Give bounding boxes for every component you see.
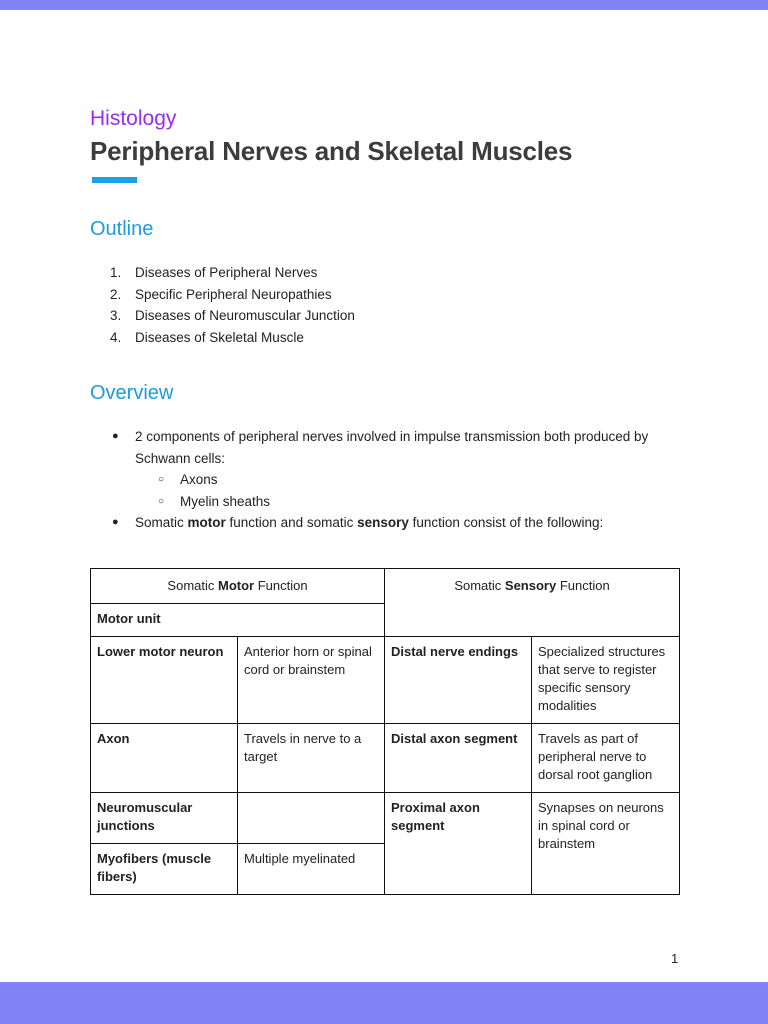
function-table — [90, 568, 680, 895]
header-text: Somatic — [167, 578, 218, 593]
table-row — [91, 793, 680, 844]
outline-list — [110, 262, 355, 348]
list-item — [110, 262, 355, 284]
table-cell: Proximal axon segment — [385, 793, 532, 895]
list-number: 1. — [110, 265, 122, 280]
header-bold-text: Sensory — [504, 578, 557, 593]
header-text: Function — [254, 578, 308, 593]
bold-term: sensory — [357, 515, 409, 530]
table-cell: Multiple myelinated — [238, 844, 385, 895]
table-cell: Synapses on neurons in spinal cord or brainstem — [532, 793, 680, 895]
list-text: Diseases of Neuromuscular Junction — [135, 308, 355, 323]
table-cell: Axon — [91, 724, 238, 793]
title-accent-bar — [92, 177, 137, 183]
page-number: 1 — [671, 951, 679, 966]
circle-bullet-icon: ○ — [158, 495, 165, 507]
table-row — [91, 637, 680, 724]
header-bold-text: Motor — [218, 578, 255, 593]
header-text: Somatic — [454, 578, 505, 593]
table-cell: Travels as part of peripheral nerve to dorsal root ganglion — [532, 724, 680, 793]
table-cell: Lower motor neuron — [91, 637, 238, 724]
list-text: Diseases of Skeletal Muscle — [135, 329, 304, 345]
page-title: Peripheral Nerves and Skeletal Muscles — [90, 136, 573, 166]
table-cell: Specialized structures that serve to register specific sensory modalities — [532, 637, 680, 724]
table-header-row — [91, 569, 680, 604]
bottom-band — [0, 982, 768, 1024]
bold-term: motor — [187, 515, 226, 530]
top-band — [0, 0, 768, 10]
list-item — [110, 284, 355, 306]
header-text: Function — [556, 578, 610, 593]
list-number: 2. — [110, 286, 122, 302]
outline-heading: Outline — [90, 218, 154, 240]
list-text: Myelin sheaths — [180, 493, 271, 509]
table-cell — [238, 793, 385, 844]
table-row — [91, 724, 680, 793]
list-item — [110, 512, 690, 534]
motor-header-cell — [91, 569, 385, 604]
sensory-header-cell — [385, 569, 680, 637]
table-cell: Distal nerve endings — [385, 637, 532, 724]
list-item — [110, 327, 355, 349]
table-cell: Anterior horn or spinal cord or brainstem — [238, 637, 385, 724]
overview-heading: Overview — [90, 382, 174, 404]
sub-list-item — [110, 469, 690, 491]
list-item — [110, 426, 690, 469]
table-cell: Myofibers (muscle fibers) — [91, 844, 238, 895]
list-text: Specific Peripheral Neuropathies — [135, 286, 332, 302]
table-cell: Travels in nerve to a target — [238, 724, 385, 793]
text-part: function and somatic — [225, 515, 358, 530]
list-text — [135, 515, 603, 530]
list-text: 2 components of peripheral nerves involved in impulse transmission both produced by Schwann cells: — [135, 429, 649, 466]
sub-list-item — [110, 491, 690, 513]
table-cell: Distal axon segment — [385, 724, 532, 793]
text-part: Somatic — [135, 515, 188, 530]
overview-list — [110, 426, 690, 534]
list-number: 3. — [110, 308, 122, 323]
bullet-icon: ● — [112, 430, 119, 442]
subject-label: Histology — [90, 107, 177, 130]
list-text: Axons — [180, 472, 218, 487]
table-cell: Neuromuscular junctions — [91, 793, 238, 844]
list-text: Diseases of Peripheral Nerves — [135, 265, 318, 280]
list-item — [110, 305, 355, 327]
list-number: 4. — [110, 329, 122, 345]
text-part: function consist of the following: — [408, 515, 604, 530]
bullet-icon: ● — [112, 516, 119, 528]
motor-unit-cell: Motor unit — [91, 604, 385, 637]
circle-bullet-icon: ○ — [158, 474, 165, 485]
